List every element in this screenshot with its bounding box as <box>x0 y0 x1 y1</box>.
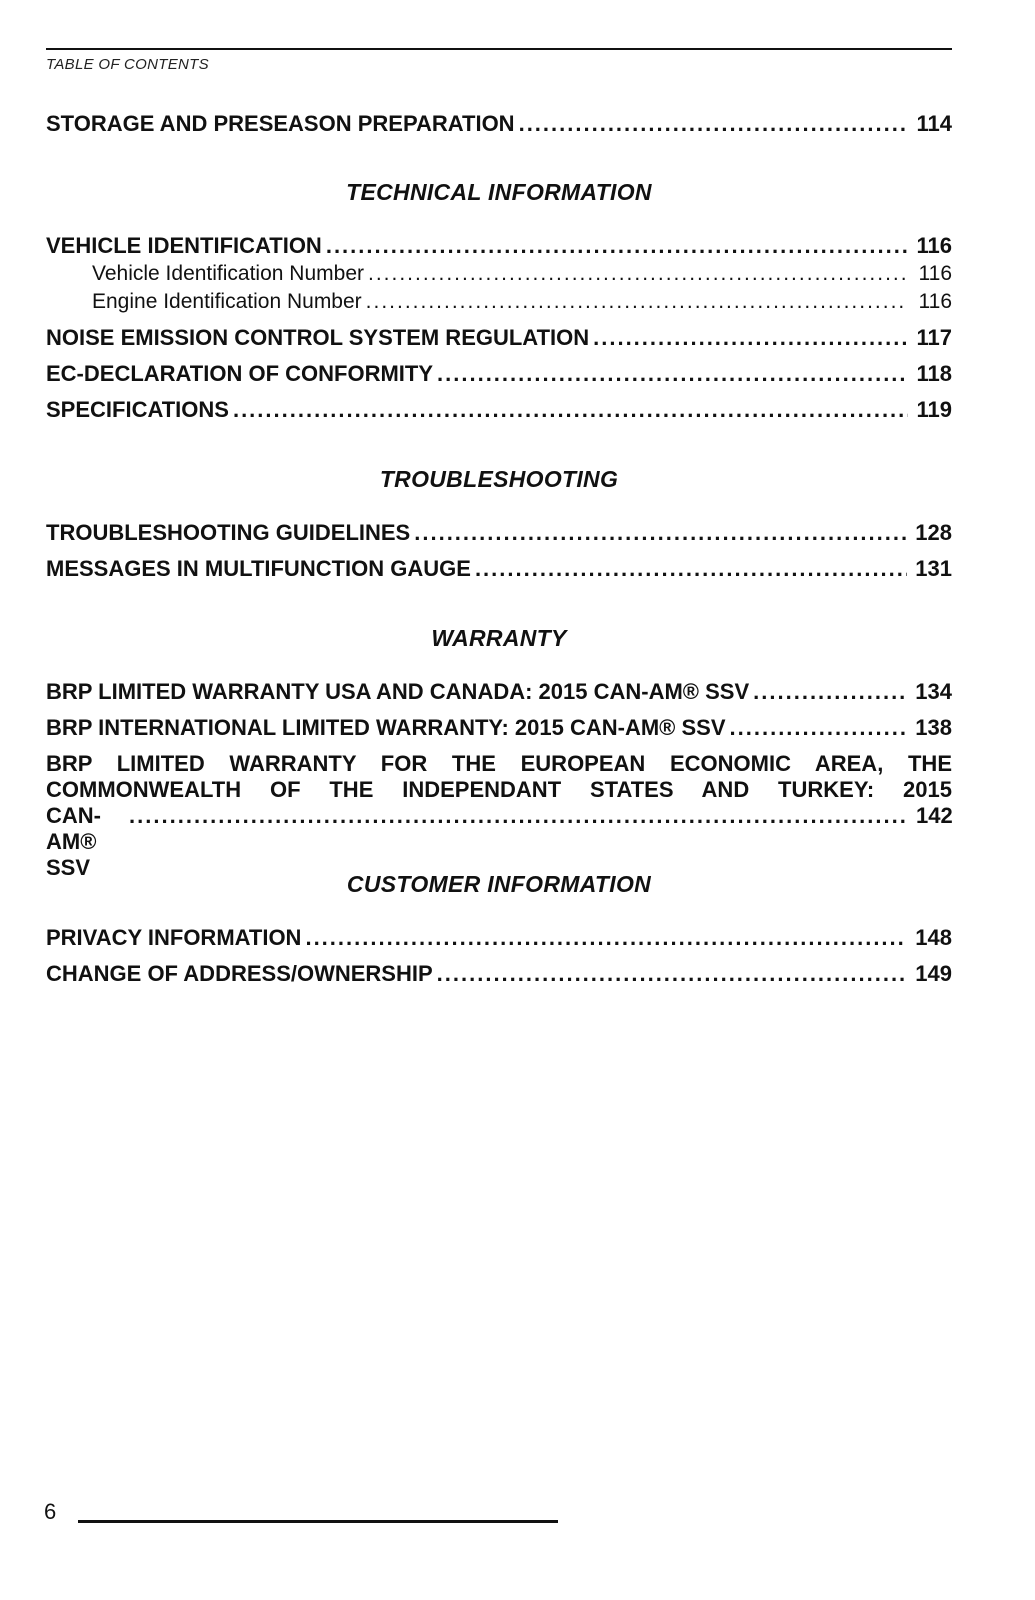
entry-page: 138 <box>915 715 952 740</box>
entry-page: 117 <box>916 325 952 350</box>
entry-title: MESSAGES IN MULTIFUNCTION GAUGE <box>46 556 471 581</box>
dot-leader <box>414 520 907 546</box>
section-heading: CUSTOMER INFORMATION <box>346 871 652 897</box>
section-heading: TECHNICAL INFORMATION <box>346 179 652 205</box>
entry-title-line: BRP LIMITED WARRANTY FOR THE EUROPEAN ECONOMIC AREA, THE <box>46 751 952 776</box>
dot-leader <box>368 261 908 287</box>
top-rule <box>46 48 952 50</box>
toc-entry[interactable] <box>46 925 952 951</box>
entry-page: 116 <box>916 233 952 258</box>
entry-title: PRIVACY INFORMATION <box>46 925 302 950</box>
entry-page: 116 <box>918 290 952 313</box>
entry-title: Engine Identification Number <box>92 290 362 313</box>
bottom-rule <box>78 1520 558 1523</box>
entry-page: 149 <box>915 961 952 986</box>
section-heading: TROUBLESHOOTING <box>379 466 619 492</box>
dot-leader <box>305 925 907 951</box>
toc-entry[interactable] <box>46 715 952 741</box>
toc-entry[interactable] <box>46 397 952 423</box>
entry-page: 142 <box>916 803 953 828</box>
dot-leader <box>730 715 908 741</box>
toc-subentry[interactable] <box>46 261 952 287</box>
entry-title: EC-DECLARATION OF CONFORMITY <box>46 361 434 386</box>
entry-title: VEHICLE IDENTIFICATION <box>46 233 322 258</box>
entry-last-line <box>46 803 952 881</box>
toc-entry-multiline[interactable] <box>46 751 952 881</box>
dot-leader <box>437 961 908 987</box>
toc-entry[interactable] <box>46 325 952 351</box>
entry-title: Vehicle Identification Number <box>92 262 364 285</box>
entry-page: 134 <box>915 679 952 704</box>
entry-title-line: CAN-AM® SSV <box>46 803 101 880</box>
dot-leader <box>326 233 908 259</box>
toc-entry[interactable] <box>46 679 952 705</box>
entry-page: 116 <box>918 262 952 285</box>
entry-title: TROUBLESHOOTING GUIDELINES <box>46 520 411 545</box>
page-number: 6 <box>44 1499 57 1524</box>
entry-page: 119 <box>916 397 952 422</box>
entry-title: SPECIFICATIONS <box>46 397 229 422</box>
dot-leader <box>519 111 908 137</box>
entry-title: CHANGE OF ADDRESS/OWNERSHIP <box>46 961 433 986</box>
dot-leader <box>366 289 908 315</box>
dot-leader <box>753 679 907 705</box>
dot-leader <box>437 361 908 387</box>
section-heading: WARRANTY <box>431 625 567 651</box>
entry-page: 118 <box>916 361 952 386</box>
toc-entry[interactable] <box>46 556 952 582</box>
toc-entry[interactable] <box>46 233 952 259</box>
entry-title-line: COMMONWEALTH OF THE INDEPENDANT STATES AND TURKEY: 2015 <box>46 777 952 802</box>
toc-entry[interactable] <box>46 111 952 137</box>
entry-title: BRP INTERNATIONAL LIMITED WARRANTY: 2015 CAN-AM® SSV <box>46 715 726 740</box>
entry-page: 148 <box>915 925 952 950</box>
running-head: TABLE OF CONTENTS <box>46 56 209 73</box>
toc-entry[interactable] <box>46 520 952 546</box>
toc-entry[interactable] <box>46 361 952 387</box>
entry-page: 114 <box>916 111 952 136</box>
toc-entry[interactable] <box>46 961 952 987</box>
entry-title: BRP LIMITED WARRANTY USA AND CANADA: 2015 CAN-AM® SSV <box>46 679 750 704</box>
dot-leader <box>475 556 907 582</box>
entry-title: NOISE EMISSION CONTROL SYSTEM REGULATION <box>46 325 590 350</box>
entry-page: 131 <box>915 556 952 581</box>
dot-leader <box>593 325 908 351</box>
entry-title: STORAGE AND PRESEASON PREPARATION <box>46 111 515 136</box>
dot-leader <box>233 397 908 423</box>
toc-subentry[interactable] <box>46 289 952 315</box>
dot-leader <box>129 803 908 829</box>
entry-page: 128 <box>915 520 952 545</box>
